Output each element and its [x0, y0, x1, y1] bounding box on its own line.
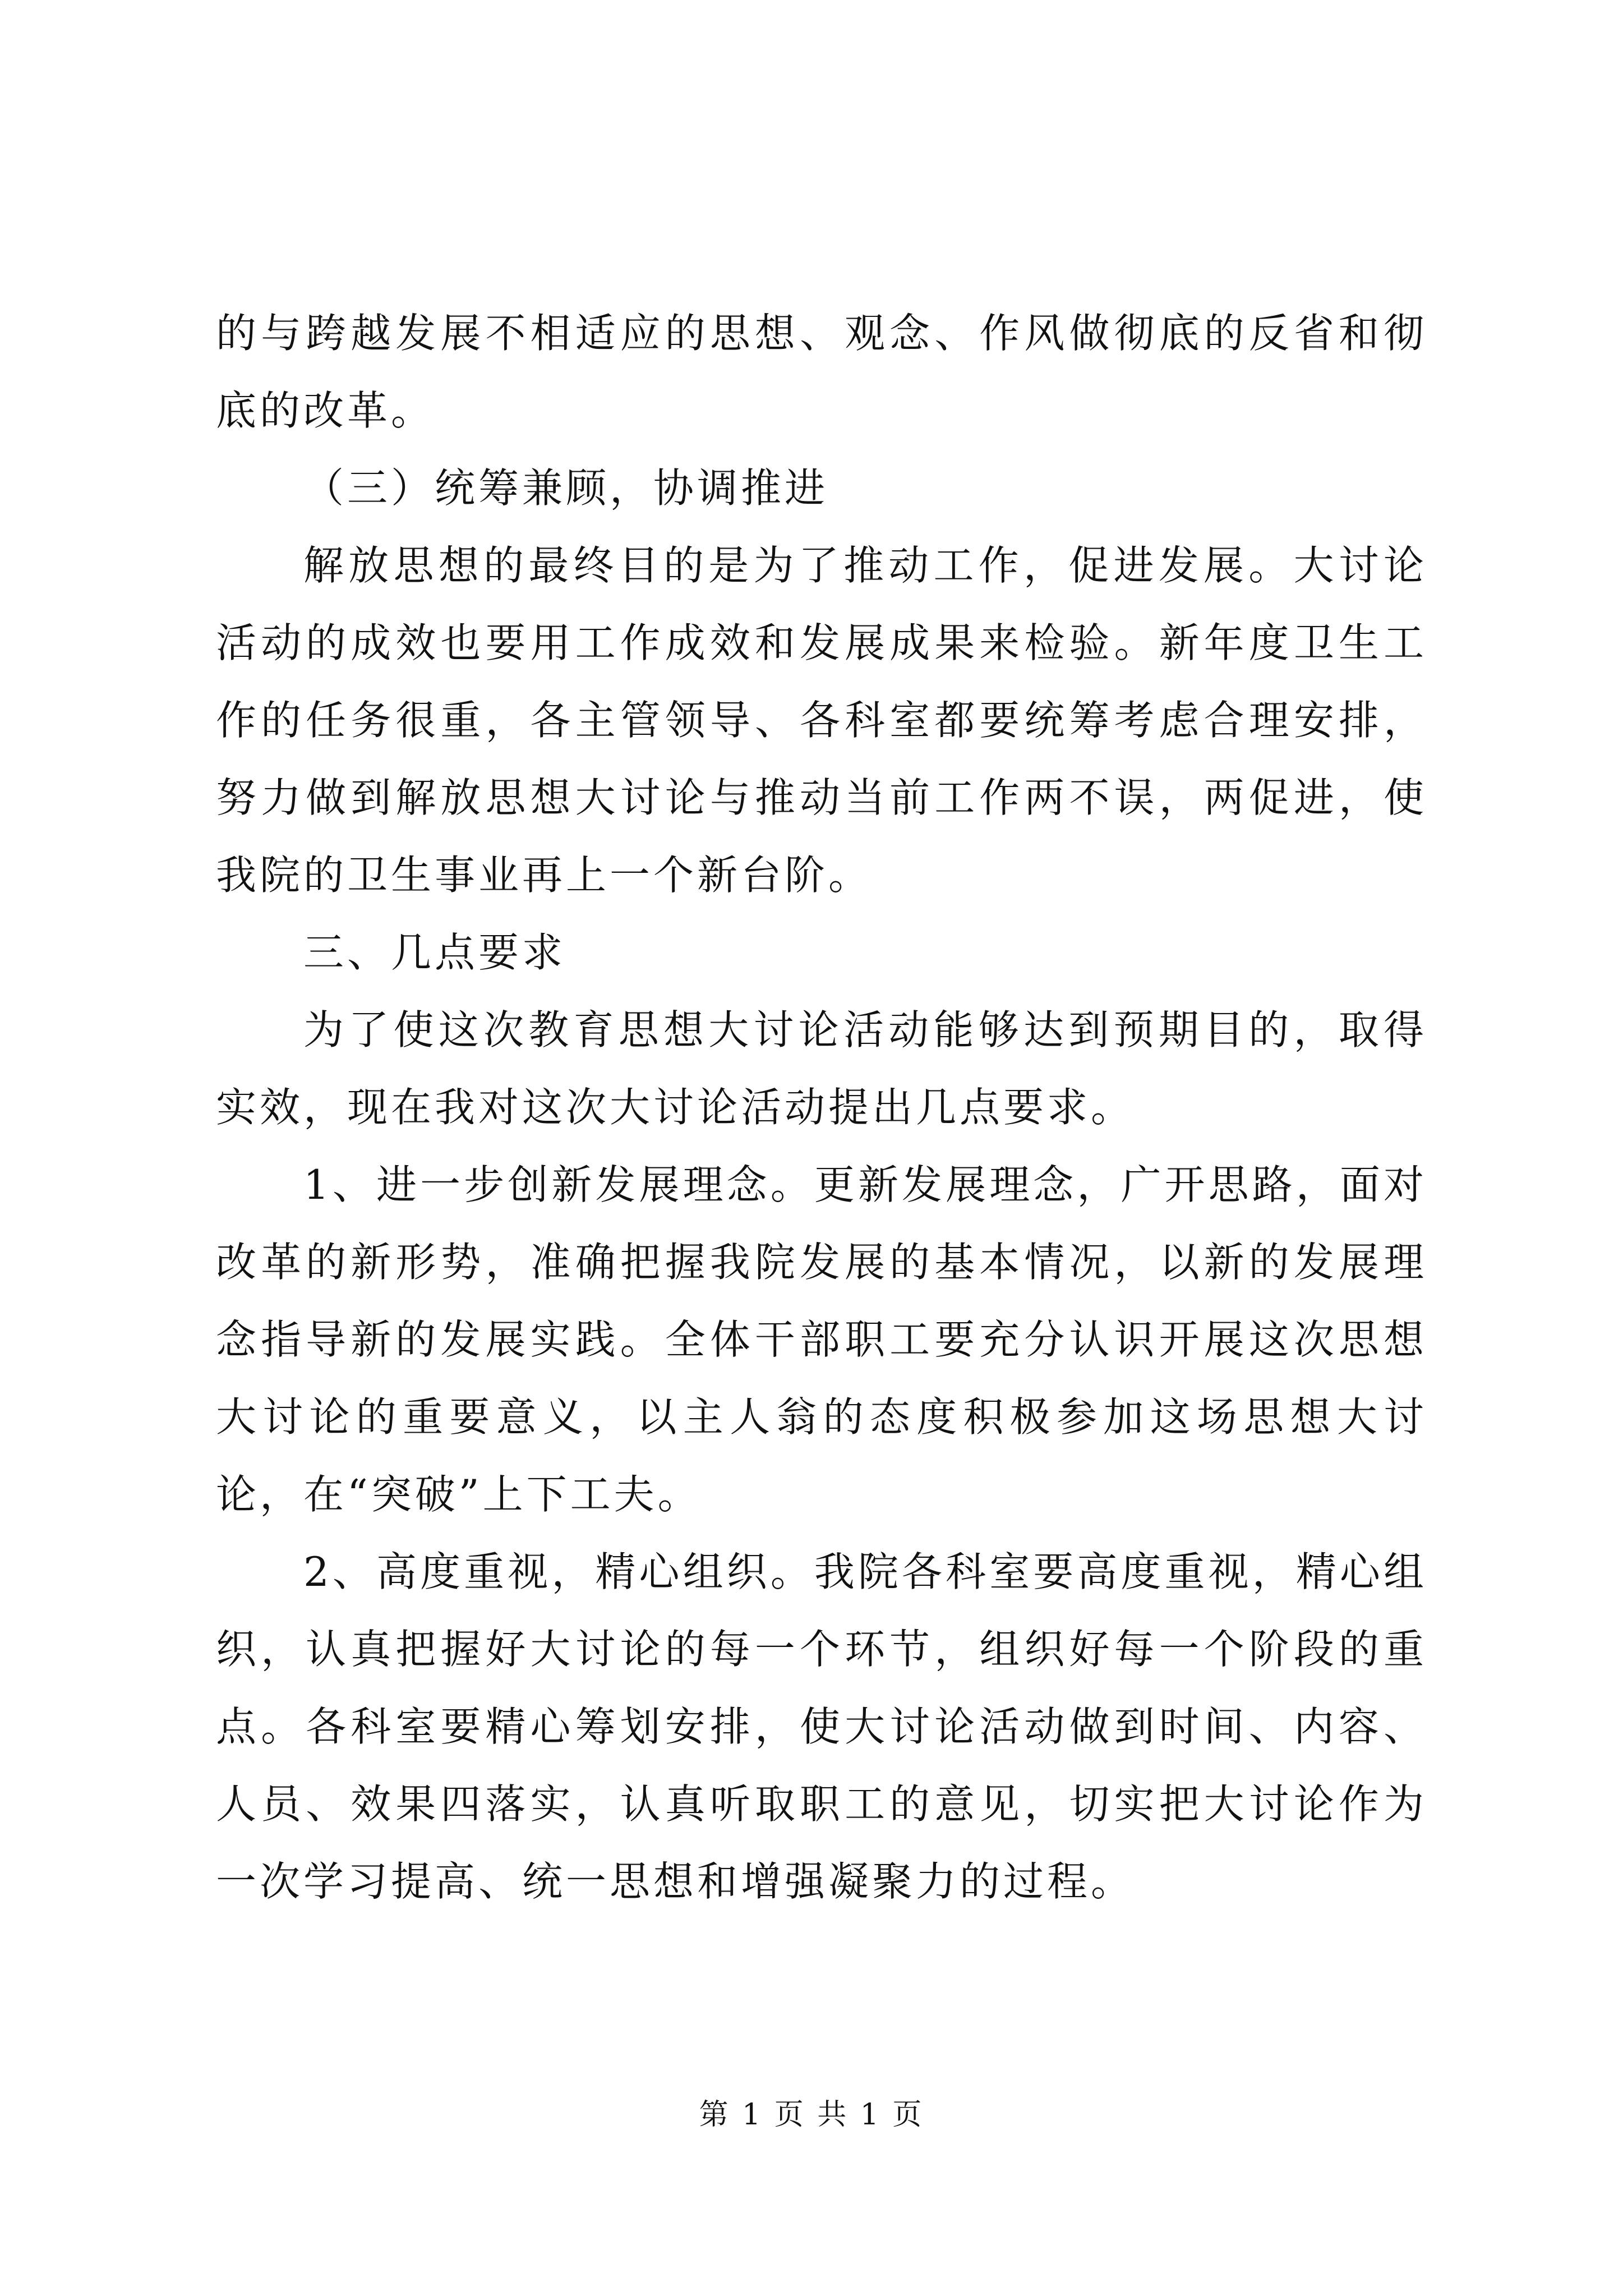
paragraph-continuation: 的与跨越发展不相适应的思想、观念、作风做彻底的反省和彻底的改革。: [216, 310, 1427, 434]
document-body: [216, 295, 1427, 1920]
paragraph-purpose: 解放思想的最终目的是为了推动工作，促进发展。大讨论活动的成效也要用工作成效和发展成果来检验。新年度卫生工作的任务很重，各主管领导、各科室都要统筹考虑合理安排，努力做到解放思想大讨论与推动当前工作两不误，两促进，使我院的卫生事业再上一个新台阶。: [216, 542, 1427, 899]
paragraph-requirements-intro: 为了使这次教育思想大讨论活动能够达到预期目的，取得实效，现在我对这次大讨论活动提出几点要求。: [216, 1006, 1427, 1131]
section-heading-requirements: 三、几点要求: [303, 929, 566, 976]
page-footer: 第 1 页 共 1 页: [699, 2098, 924, 2132]
section-heading-coordination: （三）统筹兼顾，协调推进: [303, 464, 829, 512]
paragraph-requirement-1: 1、进一步创新发展理念。更新发展理念，广开思路，面对改革的新形势，准确把握我院发展的基本情况，以新的发展理念指导新的发展实践。全体干部职工要充分认识开展这次思想大讨论的重要意义，以主人翁的态度积极参加这场思想大讨论，在“突破”上下工夫。: [216, 1161, 1427, 1518]
paragraph-requirement-2: 2、高度重视，精心组织。我院各科室要高度重视，精心组织，认真把握好大讨论的每一个环节，组织好每一个阶段的重点。各科室要精心筹划安排，使大讨论活动做到时间、内容、人员、效果四落实，认真听取职工的意见，切实把大讨论作为一次学习提高、统一思想和增强凝聚力的过程。: [216, 1548, 1427, 1905]
